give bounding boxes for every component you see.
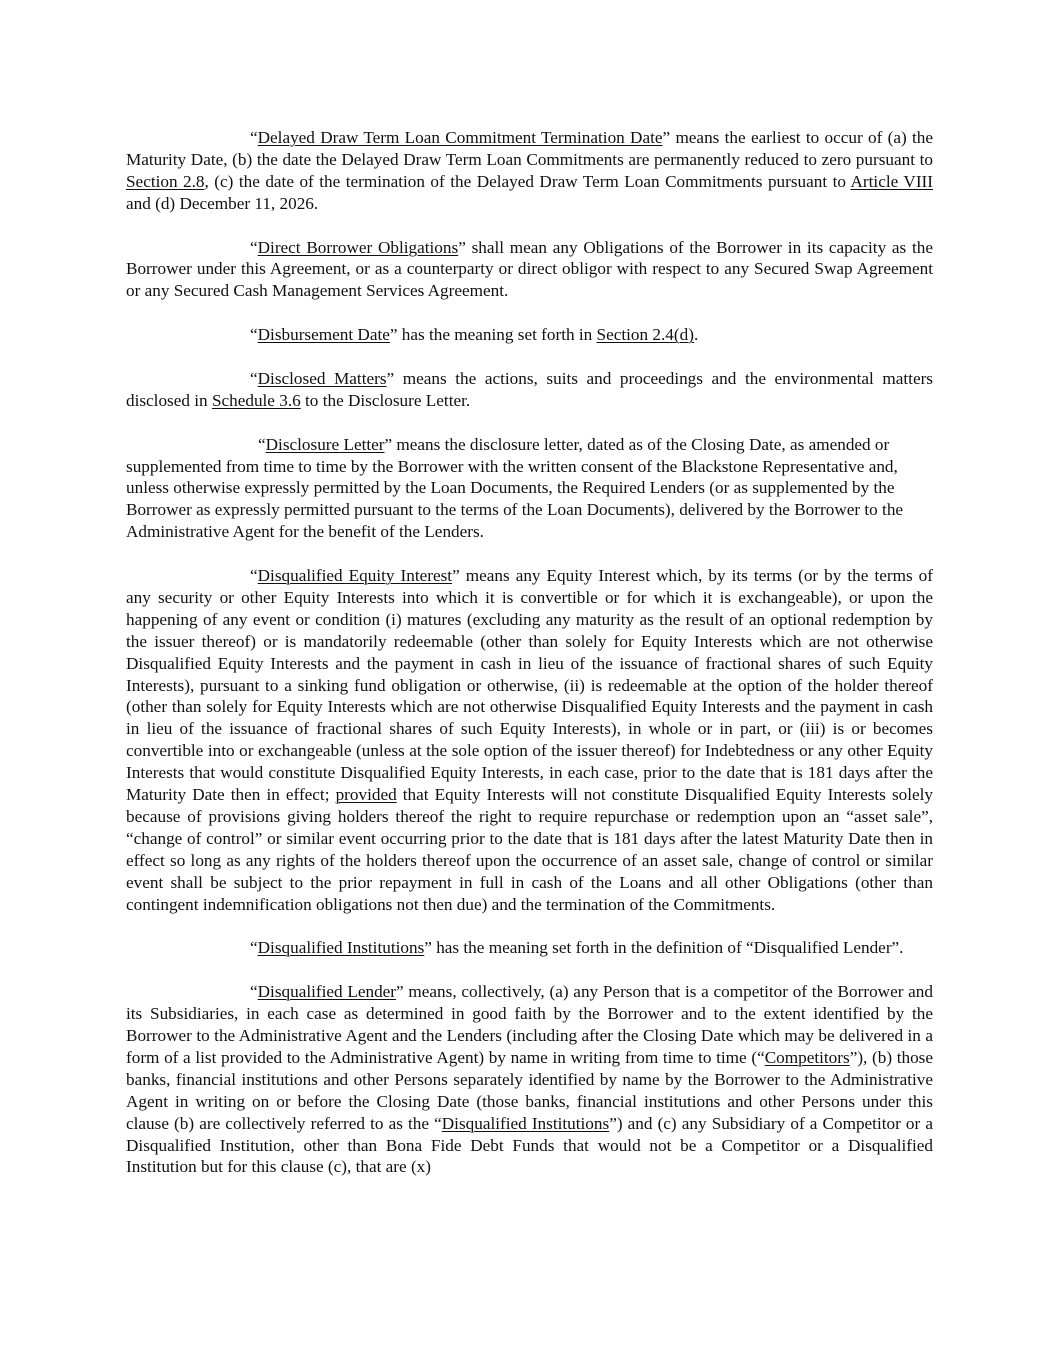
- defined-term: Disclosed Matters: [257, 368, 387, 388]
- definition-disbursement-date: “Disbursement Date” has the meaning set forth in Section 2.4(d).: [250, 325, 699, 345]
- defined-term: Disqualified Institutions: [257, 938, 425, 958]
- defined-term: Disbursement Date: [257, 325, 390, 345]
- inline-defined-term: Competitors: [764, 1047, 850, 1067]
- provided-term: provided: [335, 785, 397, 805]
- definition-delayed-draw-termination-date: “Delayed Draw Term Loan Commitment Termination Date” means the earliest to occur of (a) the Maturity Date, (b) the date the Delayed Draw Term Loan Commitments are permanently reduced to zero pursuant to Section 2.8, (c) the date of the termination of the Delayed Draw Term Loan Commitments pursuant to Article VIII and (d) December 11, 2026.: [126, 128, 933, 213]
- defined-term: Disqualified Lender: [257, 982, 397, 1002]
- article-reference: Article VIII: [850, 171, 933, 191]
- document-page: [126, 127, 933, 1178]
- definition-disqualified-institutions: “Disqualified Institutions” has the meaning set forth in the definition of “Disqualified Lender”.: [250, 938, 904, 958]
- defined-term: Delayed Draw Term Loan Commitment Termination Date: [257, 128, 663, 147]
- defined-term: Direct Borrower Obligations: [257, 237, 459, 257]
- definition-disclosure-letter: “Disclosure Letter” means the disclosure letter, dated as of the Closing Date, as amended or supplemented from time to time by the Borrower with the written consent of the Blackstone Representative and, unless otherwise expressly permitted by the Loan Documents, the Required Lenders (or as supplemented by the Borrower as expressly permitted pursuant to the terms of the Loan Documents), delivered by the Borrower to the Administrative Agent for the benefit of the Lenders.: [126, 434, 904, 542]
- definition-disqualified-lender: “Disqualified Lender” means, collectively, (a) any Person that is a competitor of the Borrower and its Subsidiaries, in each case as determined in good faith by the Borrower and to the extent identified by the Borrower to the Administrative Agent and the Lenders (including after the Closing Date which may be delivered in a form of a list provided to the Administrative Agent) by name in writing from time to time (“Competitors”), (b) those banks, financial institutions and other Persons separately identified by name by the Borrower to the Administrative Agent in writing on or before the Closing Date (those banks, financial institutions and other Persons under this clause (b) are collectively referred to as the “Disqualified Institutions”) and (c) any Subsidiary of a Competitor or a Disqualified Institution, other than Bona Fide Debt Funds that would not be a Competitor or a Disqualified Institution but for this clause (c), that are (x): [126, 982, 933, 1177]
- section-reference: Section 2.8: [126, 171, 205, 191]
- definition-disclosed-matters: “Disclosed Matters” means the actions, suits and proceedings and the environmental matters disclosed in Schedule 3.6 to the Disclosure Letter.: [126, 368, 933, 410]
- schedule-reference: Schedule 3.6: [211, 390, 301, 410]
- defined-term: Disqualified Equity Interest: [257, 566, 453, 586]
- defined-term: Disclosure Letter: [265, 434, 385, 454]
- definition-direct-borrower-obligations: “Direct Borrower Obligations” shall mean any Obligations of the Borrower in its capacity as the Borrower under this Agreement, or as a counterparty or direct obligor with respect to any Secured Swap Agreement or any Secured Cash Management Services Agreement.: [126, 237, 934, 301]
- inline-defined-term: Disqualified Institutions: [441, 1113, 610, 1133]
- definition-disqualified-equity-interest: “Disqualified Equity Interest” means any Equity Interest which, by its terms (or by the terms of any security or other Equity Interests into which it is convertible or for which it is exchangeable), or upon the happening of any event or condition (i) matures (excluding any maturity as the result of an optional redemption by the issuer thereof) or is mandatorily redeemable (other than solely for Equity Interests which are not otherwise Disqualified Equity Interests and the payment in cash in lieu of the issuance of fractional shares of such Equity Interests), pursuant to a sinking fund obligation or otherwise, (ii) is redeemable at the option of the holder thereof (other than solely for Equity Interests which are not otherwise Disqualified Equity Interests and the payment in cash in lieu of the issuance of fractional shares of such Equity Interests), in whole or in part, or (iii) is or becomes convertible into or exchangeable (unless at the sole option of the issuer thereof) for Indebtedness or any other Equity Interests that would constitute Disqualified Equity Interests, in each case, prior to the date that is 181 days after the Maturity Date then in effect; provided that Equity Interests will not constitute Disqualified Equity Interests solely because of provisions giving holders thereof the right to require repurchase or redemption upon an “asset sale”, “change of control” or similar event occurring prior to the date that is 181 days after the latest Maturity Date then in effect so long as any rights of the holders thereof upon the occurrence of an asset sale, change of control or similar event shall be subject to the prior repayment in full in cash of the Loans and all other Obligations (other than contingent indemnification obligations not then due) and the termination of the Commitments.: [126, 566, 933, 914]
- section-reference: Section 2.4(d): [596, 325, 694, 345]
